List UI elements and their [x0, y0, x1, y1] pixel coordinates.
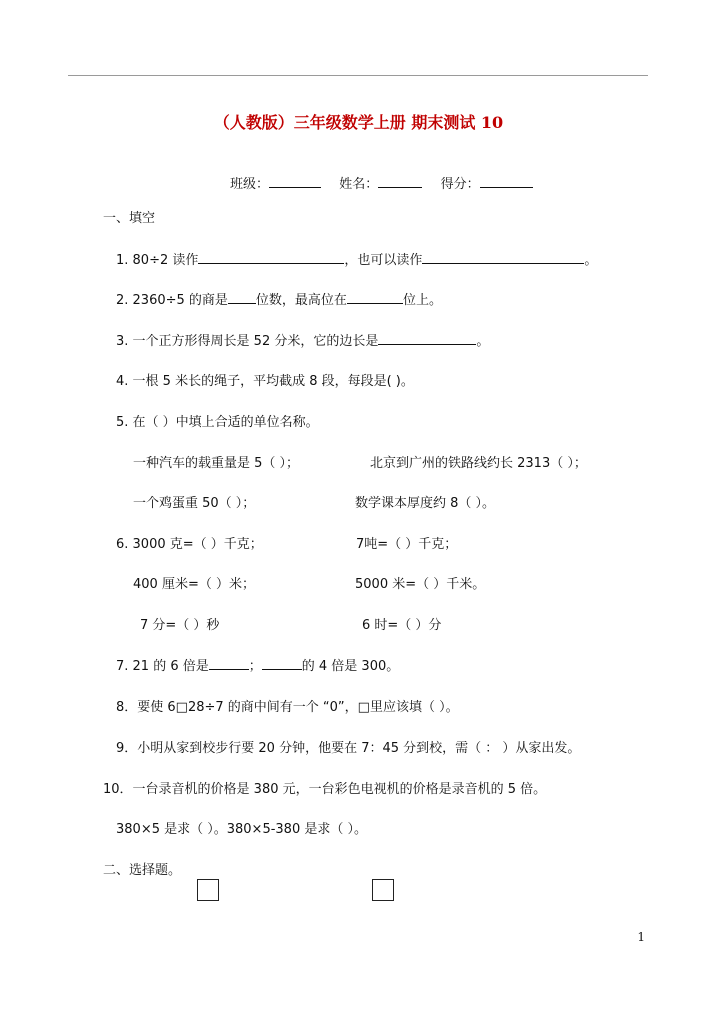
question-6-item: 6 时=（ ）分 — [362, 618, 442, 633]
answer-blank[interactable] — [198, 249, 344, 264]
question-1-text: ，也可以读作 — [344, 253, 423, 268]
score-label: 得分： — [440, 177, 480, 192]
header-rule — [68, 75, 648, 76]
question-3-text: 3. 一个正方形得周长是 52 分米，它的边长是 — [116, 334, 379, 349]
question-6-item: 7 分=（ ）秒 — [140, 618, 220, 633]
name-blank[interactable] — [378, 173, 422, 188]
question-6: 6. 3000 克=（ ）千克； — [116, 537, 263, 552]
question-7 — [116, 655, 399, 674]
choice-box[interactable] — [372, 879, 394, 901]
question-7-text: ； — [248, 659, 262, 674]
section-fill-in-heading: 一、填空 — [103, 211, 156, 226]
answer-blank[interactable] — [422, 249, 584, 264]
question-2 — [116, 289, 442, 308]
question-3-text: 。 — [476, 334, 490, 349]
question-2-text: 2. 2360÷5 的商是 — [116, 293, 228, 308]
answer-blank[interactable] — [378, 330, 476, 345]
answer-blank[interactable] — [209, 655, 249, 670]
answer-blank[interactable] — [347, 289, 403, 304]
question-4: 4. 一根 5 米长的绳子，平均截成 8 段，每段是( )。 — [116, 374, 414, 389]
question-5: 5. 在（ ）中填上合适的单位名称。 — [116, 415, 319, 430]
answer-blank[interactable] — [228, 289, 256, 304]
section-choice-heading: 二、选择题。 — [103, 863, 182, 878]
question-2-text: 位上。 — [402, 293, 442, 308]
question-6-item: 5000 米=（ ）千米。 — [355, 577, 486, 592]
score-blank[interactable] — [480, 173, 533, 188]
question-1-text: 。 — [584, 253, 598, 268]
class-label: 班级： — [230, 177, 270, 192]
question-7-text: 的 4 倍是 300。 — [301, 659, 400, 674]
question-6-item: 400 厘米=（ ）米； — [133, 577, 255, 592]
question-5-item: 一个鸡蛋重 50（ ）； — [133, 496, 256, 511]
class-blank[interactable] — [269, 173, 321, 188]
answer-blank[interactable] — [262, 655, 302, 670]
question-5-item: 数学课本厚度约 8（ ）。 — [355, 496, 496, 511]
question-5-item: 一种汽车的载重量是 5（ ）； — [133, 456, 300, 471]
page-number: 1 — [637, 930, 645, 944]
question-6-item: 7吨=（ ）千克； — [356, 537, 458, 552]
question-1-text: 1. 80÷2 读作 — [116, 253, 199, 268]
question-8: 8．要使 6□28÷7 的商中间有一个 “0”，□里应该填（ ）。 — [116, 700, 459, 715]
question-7-text: 7. 21 的 6 倍是 — [116, 659, 209, 674]
choice-box[interactable] — [197, 879, 219, 901]
question-10-subitems: 380×5 是求（ ）。380×5-380 是求（ ）。 — [116, 822, 367, 837]
name-label: 姓名： — [339, 177, 379, 192]
question-10: 10．一台录音机的价格是 380 元，一台彩色电视机的价格是录音机的 5 倍。 — [103, 782, 547, 797]
question-9: 9．小明从家到校步行要 20 分钟，他要在 7：45 分到校，需（ ： ）从家出发。 — [116, 741, 581, 756]
question-3 — [116, 330, 489, 349]
student-info-line — [230, 173, 533, 192]
question-5-item: 北京到广州的铁路线约长 2313（ ）； — [370, 456, 587, 471]
question-1 — [116, 249, 597, 268]
page-title: （人教版）三年级数学上册 期末测试 10 — [213, 113, 504, 132]
question-2-text: 位数，最高位在 — [255, 293, 347, 308]
